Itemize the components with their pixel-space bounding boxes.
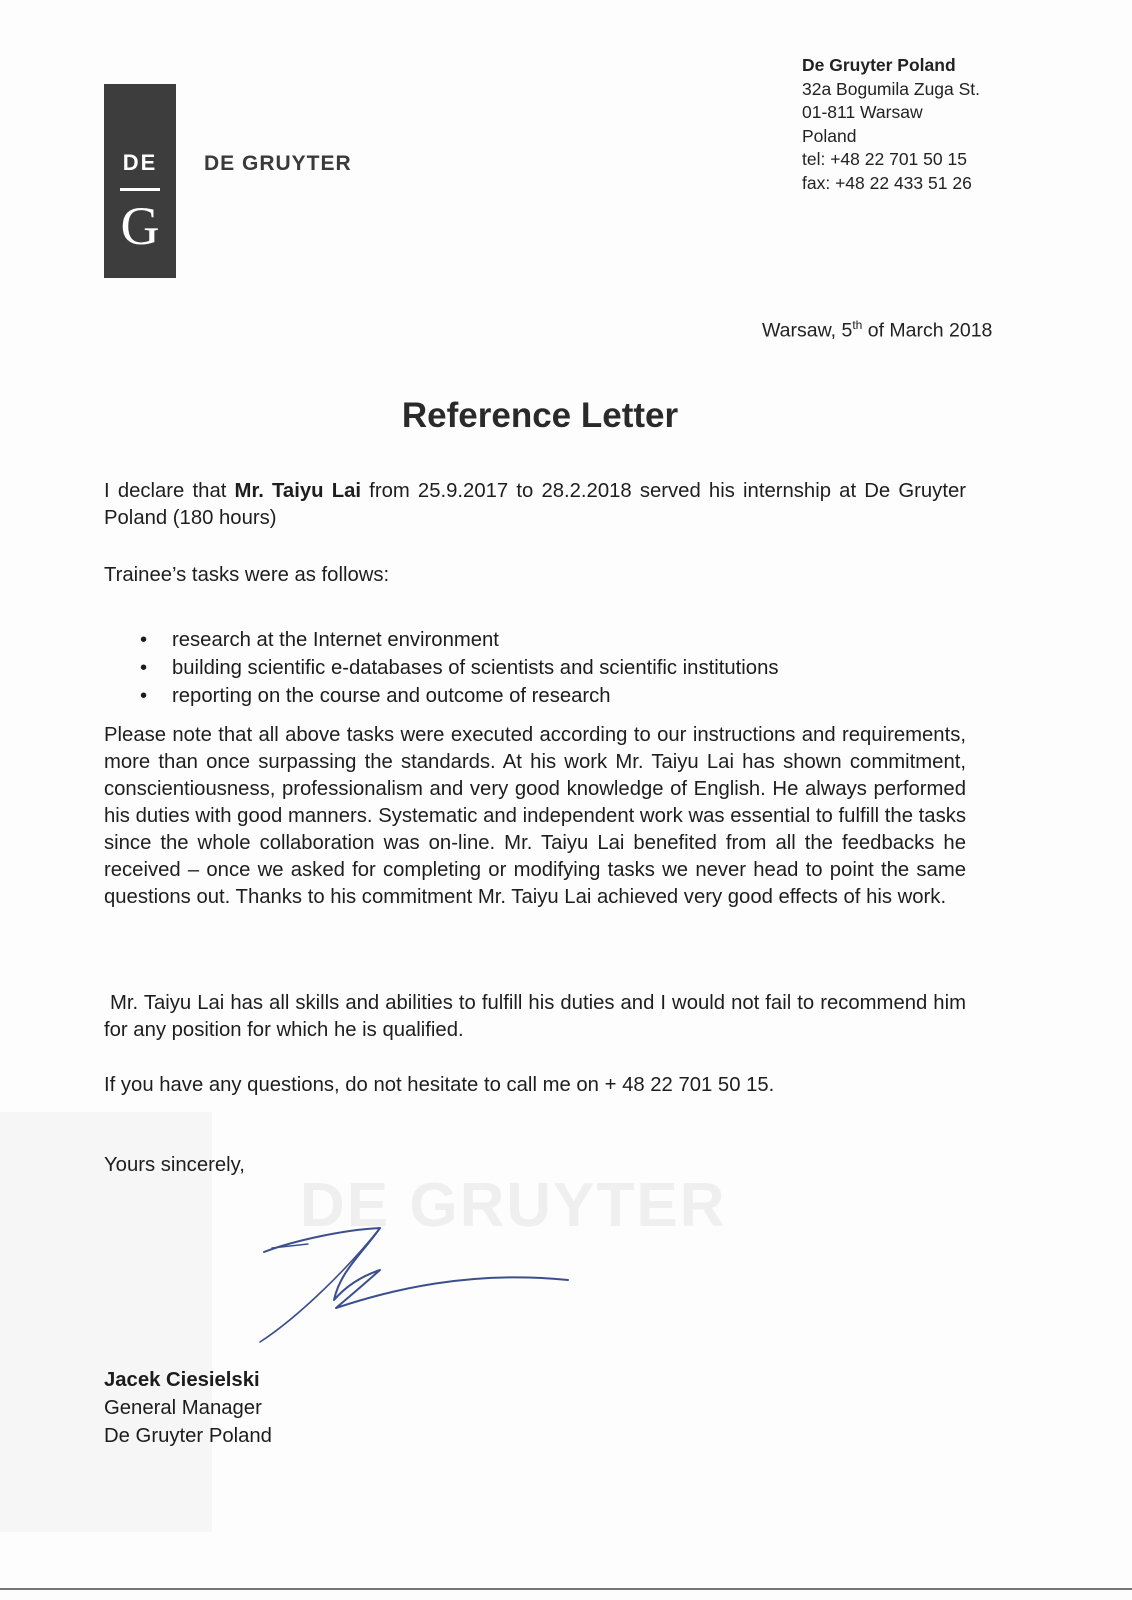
watermark: DE GRUYTER [300,1171,727,1240]
sender-street: 32a Bogumila Zuga St. [802,78,981,99]
recommend-paragraph: Mr. Taiyu Lai has all skills and abilities to fulfill his duties and I would not fail to recommend him for any position for which he is qualified. [104,992,972,1041]
logo-mark-bottom: G [120,196,160,256]
sender-country: Poland [802,125,857,146]
intro-paragraph: I declare that Mr. Taiyu Lai from 25.9.2017 to 28.2.2018 served his internship at De Gruyter Poland (180 hours) [104,480,966,529]
task-list [104,626,779,710]
closing: Yours sincerely, [104,1154,245,1176]
sender-name: De Gruyter Poland [802,55,956,75]
sender-tel: tel: +48 22 701 50 15 [802,149,967,169]
main-paragraph: Please note that all above tasks were executed according to our instructions and requirements, more than once surpassing the standards. At his work Mr. Taiyu Lai has shown commitment, conscientiousness, professionalism and very good knowledge of English. He always performed his duties with good manners. Systematic and independent work was essential to fulfill the tasks since the whole collaboration was on-line. Mr. Taiyu Lai benefited from all the feedbacks he received – once we asked for completing or modifying tasks we never head to point the same questions out. Thanks to his commitment Mr. Taiyu Lai achieved very good effects of his work. [104,724,966,908]
list-item: • building scientific e-databases of scientists and scientific institutions [104,654,779,682]
signatory-position: General Manager [104,1397,262,1419]
logo-mark-top: DE [122,150,158,175]
signature [250,1216,590,1346]
list-item: • reporting on the course and outcome of research [104,682,779,710]
sender-fax: fax: +48 22 433 51 26 [802,172,972,193]
logo-divider [120,188,160,191]
sender-address [802,54,980,195]
sender-city: 01-811 Warsaw [802,102,923,122]
logo-mark [104,84,176,278]
list-item: • research at the Internet environment [104,626,779,654]
trainee-name: Mr. Taiyu Lai [234,480,361,502]
logo-wordmark: DE GRUYTER [204,152,352,175]
signatory-name: Jacek Ciesielski [104,1369,260,1391]
signatory-company: De Gruyter Poland [104,1425,272,1447]
signatory-block [104,1366,272,1450]
tasks-heading: Trainee’s tasks were as follows: [104,564,390,586]
contact-paragraph: If you have any questions, do not hesitate to call me on + 48 22 701 50 15. [104,1074,775,1096]
letter-title: Reference Letter [401,396,679,435]
letter-date: Warsaw, 5th of March 2018 [762,318,993,342]
page-edge [0,1588,1132,1590]
